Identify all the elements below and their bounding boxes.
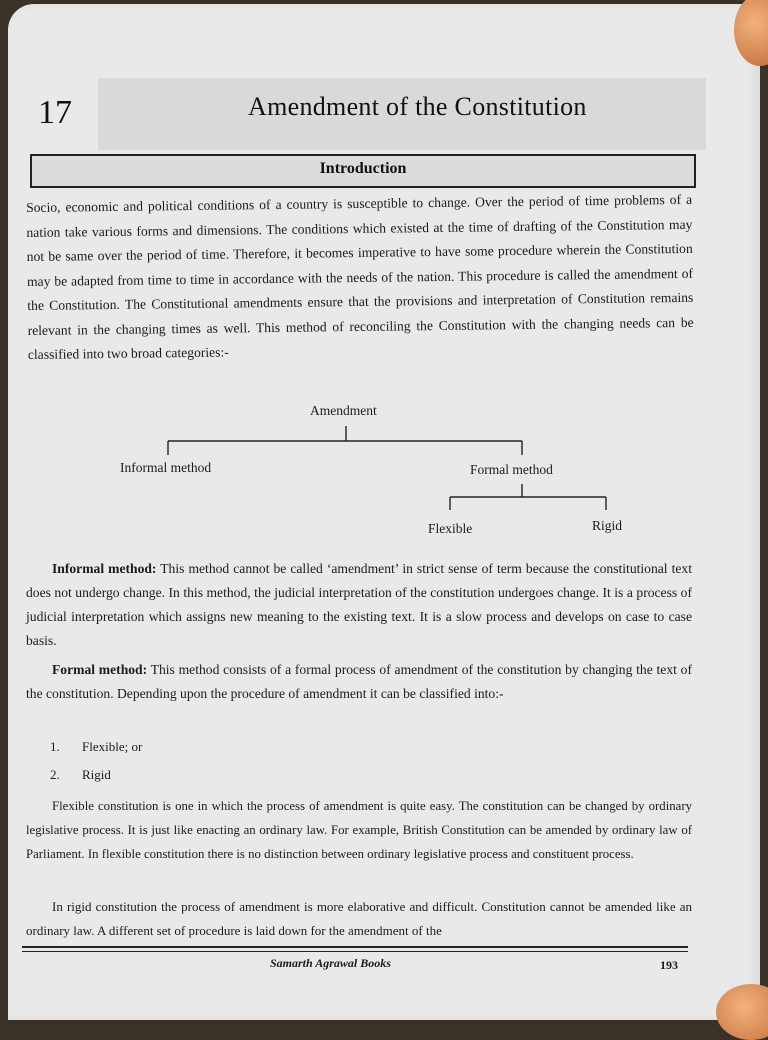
formal-method-term: Formal method: — [52, 662, 148, 677]
diagram-flexible-label: Flexible — [428, 521, 473, 536]
footer-rule — [22, 946, 688, 952]
rigid-constitution-text: In rigid constitution the process of amendment is more elaborative and difficult. Constitution cannot be amended like an ordinary law. A different set of procedure is laid down for the amendment of the — [26, 899, 692, 938]
diagram-informal-label: Informal method — [120, 460, 212, 475]
informal-method-paragraph — [26, 557, 692, 653]
page-number: 193 — [660, 958, 678, 972]
informal-method-text: This method cannot be called ‘amendment’ in strict sense of term because the constitutional text does not undergo change. In this method, the judicial interpretation of the constitution undergoes change. It is a process of judicial interpretation which assigns new meaning to the existing text. It is a slow process and develops on case to case basis. — [26, 561, 692, 648]
list-item — [50, 767, 111, 783]
list-item-text: Rigid — [82, 767, 111, 782]
flexible-constitution-text: Flexible constitution is one in which the process of amendment is quite easy. The constitution can be changed by ordinary legislative process. It is just like enacting an ordinary law. For example, British Constitution can be amended by ordinary law of Parliament. In flexible constitution there is no distinction between ordinary legislative process and constituent process. — [26, 799, 692, 861]
formal-method-paragraph — [26, 658, 692, 706]
rigid-constitution-paragraph — [26, 895, 692, 943]
footer-publisher: Samarth Agrawal Books — [270, 956, 391, 970]
diagram-formal-label: Formal method — [470, 462, 553, 477]
chapter-number: 17 — [38, 94, 72, 131]
flexible-constitution-paragraph — [26, 794, 692, 866]
chapter-title: Amendment of the Constitution — [248, 92, 587, 121]
list-item-number: 2. — [50, 767, 60, 782]
formal-method-text: This method consists of a formal process of amendment of the constitution by changing the text of the constitution. Depending upon the procedure of amendment it can be classified into:- — [26, 662, 692, 701]
informal-method-term: Informal method: — [52, 561, 157, 576]
diagram-root-label: Amendment — [310, 403, 377, 418]
list-item-number: 1. — [50, 739, 60, 754]
intro-paragraph: Socio, economic and political conditions of a country is susceptible to change. Over the period of time problems of a nation take various forms and dimensions. The conditions which existed at the time of drafting of the Constitution may not be same over the period of time. Therefore, it becomes imperative to have some procedure wherein the Constitution may be adapted from time to time in accordance with the needs of the nation. This procedure is called the amendment of the Constitution. The Constitutional amendments ensure that the provisions and interpretation of Constitution remains relevant in the changing times as well. This method of reconciling the Constitution with the changing needs can be classified into two broad categories:- — [26, 191, 694, 362]
list-item-text: Flexible; or — [82, 739, 143, 754]
list-item — [50, 739, 142, 755]
diagram-rigid-label: Rigid — [592, 518, 623, 533]
section-heading: Introduction — [319, 160, 407, 177]
